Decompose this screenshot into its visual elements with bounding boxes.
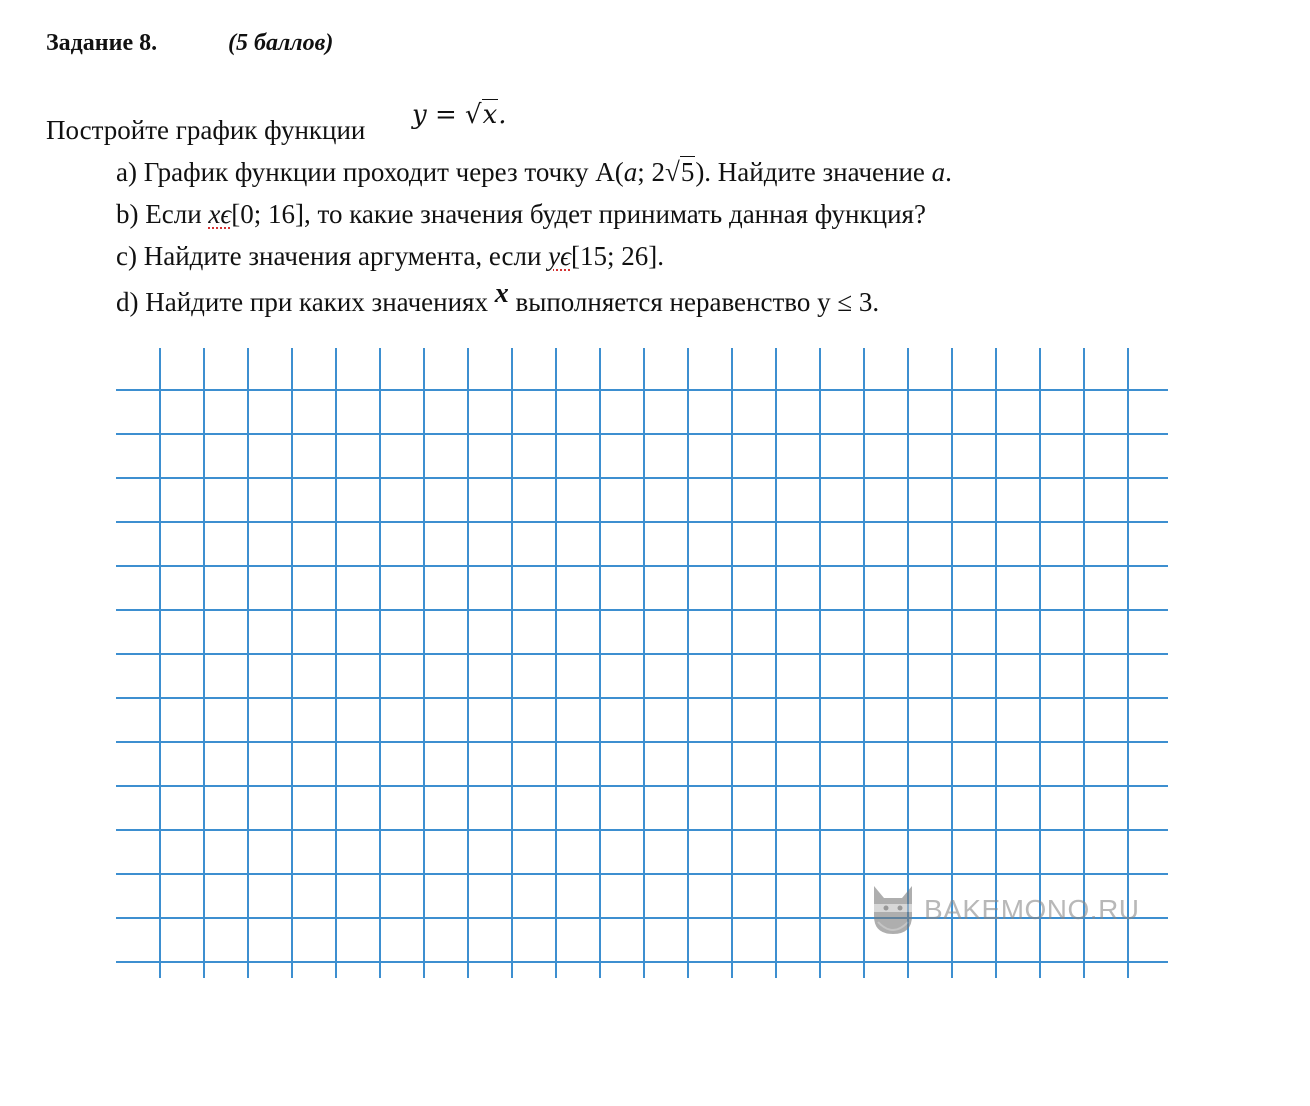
question-b-prefix: b) Если <box>116 199 209 229</box>
formula-radicand: x <box>482 100 498 130</box>
question-d <box>116 278 880 319</box>
question-a-end-var: a <box>931 157 946 187</box>
question-a-radicand: 5 <box>680 157 695 187</box>
formula-lhs: y = <box>412 100 466 130</box>
task-points: (5 баллов) <box>228 30 334 56</box>
intro-text: Постройте график функции <box>46 115 366 145</box>
task-intro <box>46 114 365 146</box>
question-a-mid: ; 2 <box>637 157 665 187</box>
question-b-rest: [0; 16], то какие значения будет принимать данная функция? <box>231 199 926 229</box>
question-d-rest: выполняется неравенство y ≤ 3. <box>508 287 880 317</box>
question-d-prefix: d) Найдите при каких значениях <box>116 287 495 317</box>
formula-end: . <box>498 100 507 130</box>
question-b <box>116 198 926 230</box>
question-c-rest: [15; 26]. <box>571 241 665 271</box>
watermark <box>870 882 1140 938</box>
cat-icon <box>870 882 916 938</box>
question-a-end: . <box>945 157 952 187</box>
question-c <box>116 240 664 272</box>
question-d-var: x <box>494 278 509 309</box>
sqrt-sign: √ <box>465 100 482 130</box>
task-title: Задание 8. <box>46 30 158 56</box>
watermark-text: BAKEMONO.RU <box>924 894 1140 925</box>
question-a-var: a <box>623 157 638 187</box>
question-b-var: xϵ <box>208 199 232 229</box>
question-a-sqrt: √ <box>664 157 680 187</box>
question-c-var: yϵ <box>548 241 572 271</box>
question-a-prefix: а) График функции проходит через точку А( <box>116 157 624 187</box>
function-formula <box>412 100 507 130</box>
question-a-after: ). Найдите значение <box>695 157 932 187</box>
question-c-prefix: c) Найдите значения аргумента, если <box>116 241 549 271</box>
question-a <box>116 156 952 188</box>
